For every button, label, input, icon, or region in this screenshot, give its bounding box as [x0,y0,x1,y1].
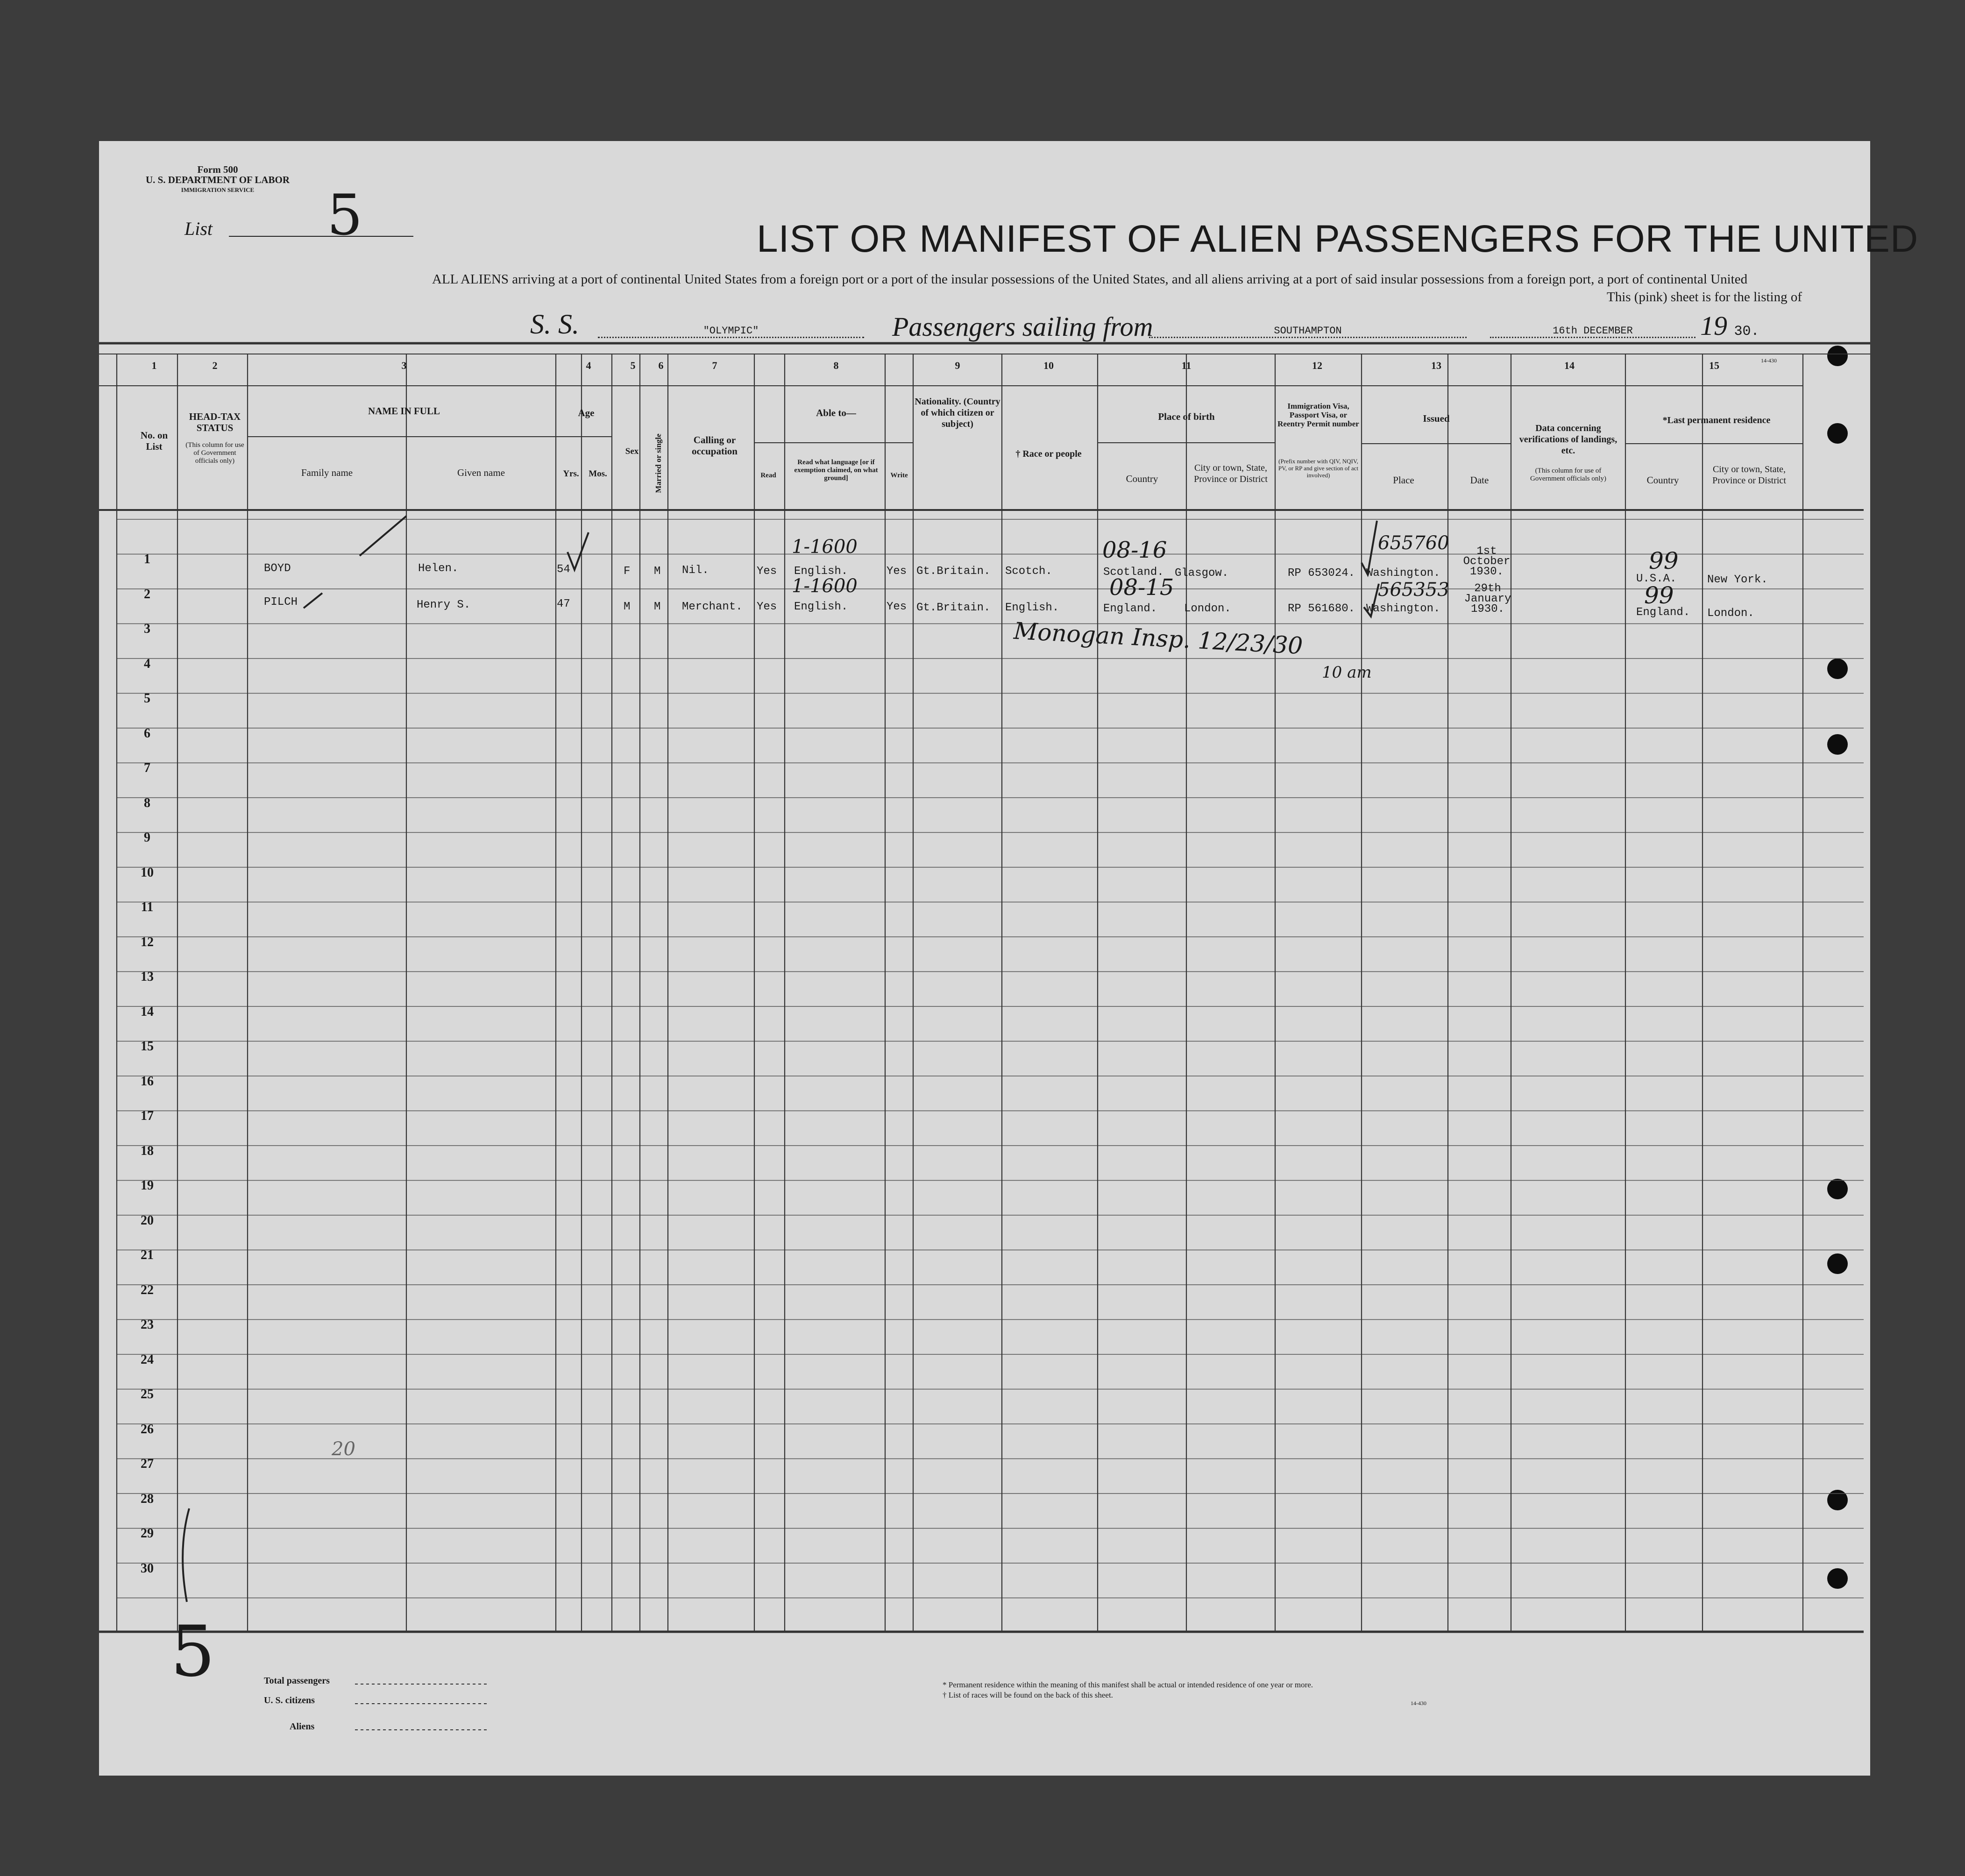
form-code-top: 14-430 [1761,357,1777,364]
header-age: Age [578,407,595,418]
row-number: 21 [141,1248,154,1262]
row1-given: Helen. [418,562,459,575]
row-number: 14 [141,1004,154,1019]
row2-res-city: London. [1707,607,1754,620]
row2-sex: M [624,601,631,613]
row-number: 12 [141,934,154,949]
handwritten-birth-code-2: 08-15 [1109,574,1174,601]
header-read: Read [760,472,776,479]
aliens-label: Aliens [290,1721,315,1732]
row1-race: Scotch. [1005,565,1052,578]
row1-sex: F [624,565,631,578]
subtitle-line-2: This (pink) sheet is for the listing of [1607,290,1802,304]
row1-res-city: New York. [1707,573,1768,586]
row1-calling: Nil. [682,564,709,577]
row1-visa: RP 653024. [1288,567,1355,580]
row-number: 29 [141,1526,154,1541]
row2-read: Yes [757,601,777,613]
header-married: Married or single [654,433,663,493]
row2-issued-date: 29th January 1930. [1464,582,1511,616]
header-place-of-birth: Place of birth [1158,411,1215,422]
header-able-to: Able to— [816,407,856,418]
row2-birth-country: England. [1103,602,1157,615]
row-number: 9 [144,830,150,845]
row2-nationality: Gt.Britain. [916,602,991,614]
row-number: 18 [141,1143,154,1158]
header-name-in-full: NAME IN FULL [368,405,440,417]
row2-yrs: 47 [557,598,570,610]
col-number-11: 11 [1181,360,1192,371]
header-mos: Mos. [589,469,607,479]
col-number-10: 10 [1043,360,1054,371]
header-given-name: Given name [457,467,505,478]
year-prefix: 19 [1700,311,1727,341]
col-number-3: 3 [401,360,407,371]
service-name: IMMIGRATION SERVICE [181,186,255,193]
total-passengers-label: Total passengers [264,1676,330,1686]
us-citizens-label: U. S. citizens [264,1695,315,1706]
header-last-residence: *Last permanent residence [1662,415,1771,425]
list-number: 5 [327,183,363,248]
row-number: 2 [144,587,150,602]
row2-res-country: England. [1636,606,1690,619]
col-number-4: 4 [586,360,591,371]
header-birth-country: Country [1126,473,1158,484]
year-suffix: 30. [1734,324,1759,340]
departure-date: 16th DECEMBER [1490,325,1695,338]
row-number: 20 [141,1213,154,1228]
header-nationality: Nationality. (Country of which citizen or subject) [915,396,1000,429]
row-number: 28 [141,1491,154,1506]
header-res-city: City or town, State, Province or District [1712,464,1786,486]
header-yrs: Yrs. [563,469,579,479]
header-calling: Calling or occupation [691,434,738,457]
footnote-residence: * Permanent residence within the meaning of this manifest shall be actual or intended residence of one year or more. [943,1680,1313,1689]
col-number-13: 13 [1431,360,1441,371]
col-number-1: 1 [151,360,157,371]
row1-family: BOYD [264,562,291,575]
row2-write: Yes [887,601,907,613]
row-number: 11 [141,900,154,914]
row-number: 19 [141,1178,154,1193]
row-number: 16 [141,1074,154,1089]
list-label: List [184,218,213,239]
row2-race: English. [1005,602,1059,614]
form-number: Form 500 [197,164,238,175]
footnote-races: † List of races will be found on the back of this sheet. [943,1691,1113,1699]
row-number: 4 [144,656,150,671]
row2-issued-place: Washington. [1366,602,1440,615]
row2-visa: RP 561680. [1288,602,1355,615]
row-number: 6 [144,726,150,741]
row2-birth-city: London. [1184,602,1231,615]
header-verification: Data concerning verifications of landings, etc. [1519,423,1617,456]
row-number: 17 [141,1109,154,1123]
handwritten-visa-code-2: 565353 [1378,579,1449,601]
header-issued: Issued [1423,413,1450,424]
sailing-label: Passengers sailing from [892,311,1153,342]
row-number: 10 [141,865,154,880]
row1-res-country: U.S.A. [1636,573,1677,585]
row1-birth-country: Scotland. [1103,566,1164,579]
header-read-language: Read what language [or if exemption claimed, on what ground] [794,459,878,482]
handwritten-res-code-1: 99 [1649,547,1679,574]
header-verification-note: (This column for use of Government officials only) [1530,467,1606,482]
row2-given: Henry S. [417,599,471,611]
header-write: Write [890,472,908,479]
header-res-country: Country [1646,474,1679,486]
row-number: 3 [144,622,150,636]
handwritten-time: 10 am [1322,663,1372,682]
header-issued-date: Date [1470,474,1489,486]
row1-write: Yes [887,565,907,578]
header-visa: Immigration Visa, Passport Visa, or Reentry Permit number [1277,402,1359,428]
header-race: † Race or people [1015,449,1082,459]
col-number-12: 12 [1312,360,1322,371]
department-name: U. S. DEPARTMENT OF LABOR [145,174,290,185]
header-family-name: Family name [301,467,353,478]
row-number: 30 [141,1561,154,1576]
ss-label: S. S. [530,309,579,340]
row-number: 27 [141,1457,154,1471]
col-number-5: 5 [630,360,636,371]
handwritten-res-code-2: 99 [1644,582,1674,609]
handwritten-lang-code-1: 1-1600 [792,536,858,558]
header-issued-place: Place [1393,474,1414,486]
row1-issued-date: 1st October 1930. [1463,545,1511,578]
row-number: 8 [144,795,150,810]
row1-issued-place: Washington. [1366,567,1440,580]
row2-married: M [654,601,661,613]
handwritten-visa-code-1: 655760 [1378,532,1449,554]
header-visa-note: (Prefix number with QIV, NQIV, PV, or RP and give section of act involved) [1278,458,1359,479]
row-number: 5 [144,691,150,706]
row2-calling: Merchant. [682,601,743,613]
row-number: 1 [144,552,150,566]
row-number: 25 [141,1387,154,1402]
row-number: 13 [141,970,154,984]
col-number-7: 7 [712,360,717,371]
subtitle-line-1: ALL ALIENS arriving at a port of continental United States from a foreign port or a port of the insular possessions of the United States, and all aliens arriving at a port of said insular possessions from a foreign port, a port of continental United [432,272,1748,287]
ship-name: "OLYMPIC" [598,325,864,338]
row1-nationality: Gt.Britain. [916,565,991,578]
row-number: 22 [141,1282,154,1297]
col-number-6: 6 [658,360,664,371]
header-no-on-list: No. on List [140,430,168,452]
row1-married: M [654,565,661,578]
footer-form-code: 14-430 [1411,1700,1426,1706]
handwritten-margin-number: 20 [332,1438,355,1460]
col-number-15: 15 [1709,360,1719,371]
row-number: 7 [144,761,150,775]
handwritten-bottom-mark: 5 [170,1611,215,1692]
row-number: 23 [141,1317,154,1332]
row2-family: PILCH [264,596,298,609]
row1-yrs: 54 [557,563,570,576]
col-number-2: 2 [212,360,218,371]
row2-language: English. [794,601,848,613]
row-number: 15 [141,1039,154,1054]
col-number-8: 8 [833,360,839,371]
row-number: 26 [141,1422,154,1437]
col-number-9: 9 [955,360,960,371]
handwritten-birth-code-1: 08-16 [1102,537,1167,563]
header-birth-city: City or town, State, Province or District [1194,463,1268,484]
row1-birth-city: Glasgow. [1175,567,1229,580]
header-sex: Sex [625,446,639,456]
header-head-tax: HEAD-TAX STATUS [189,411,241,433]
row1-read: Yes [757,565,777,578]
departure-port: SOUTHAMPTON [1149,325,1467,338]
handwritten-lang-code-2: 1-1600 [792,575,858,597]
header-head-tax-note: (This column for use of Government officials only) [185,441,244,465]
col-number-14: 14 [1564,360,1575,371]
page-title: LIST OR MANIFEST OF ALIEN PASSENGERS FOR THE UNITED [757,218,1919,260]
row-number: 24 [141,1352,154,1367]
handwritten-inspector-note: Monogan Insp. 12/23/30 [1013,617,1304,660]
row1-language: English. [794,565,848,578]
